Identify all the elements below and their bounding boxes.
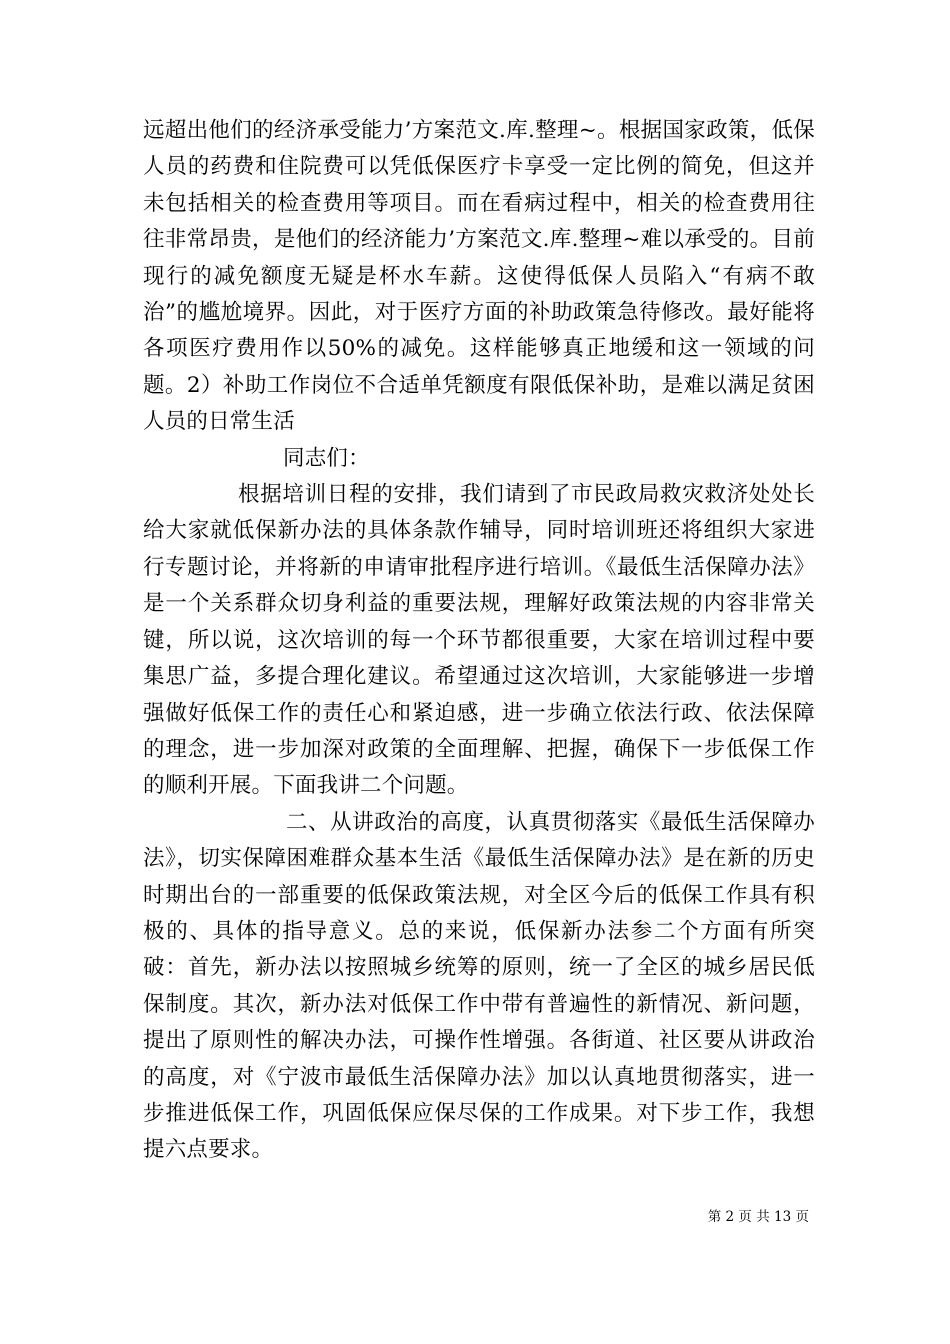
page-number-footer: 第 2 页 共 13 页 bbox=[707, 1209, 809, 1225]
paragraph-intro: 根据培训日程的安排，我们请到了市民政局救灾救济处处长给大家就低保新办法的具体条款作辅导，同时培训班还将组织大家进行专题讨论，并将新的申请审批程序进行培训。《最低生活保障办法》是一个关系群众切身利益的重要法规，理解好政策法规的内容非常关键，所以说，这次培训的每一个环节都很重要，大家在培训过程中要集思广益，多提合理化建议。希望通过这次培训，大家能够进一步增强做好低保工作的责任心和紧迫感，进一步确立依法行政、依法保障的理念，进一步加深对政策的全面理解、把握，确保下一步低保工作的顺利开展。下面我讲二个问题。 bbox=[143, 482, 815, 799]
paragraph-salutation: 同志们： bbox=[283, 445, 370, 471]
paragraph-section-two: 二、从讲政治的高度，认真贯彻落实《最低生活保障办法》，切实保障困难群众基本生活《最低生活保障办法》是在新的历史时期出台的一部重要的低保政策法规，对全区今后的低保工作具有积极的、具体的指导意义。总的来说，低保新办法参二个方面有所突破：首先，新办法以按照城乡统筹的原则，统一了全区的城乡居民低保制度。其次，新办法对低保工作中带有普遍性的新情况、新问题，提出了原则性的解决办法，可操作性增强。各街道、社区要从讲政治的高度，对《宁波市最低生活保障办法》加以认真地贯彻落实，进一步推进低保工作，巩固低保应保尽保的工作成果。对下步工作，我想提六点要求。 bbox=[143, 809, 815, 1163]
page-body bbox=[143, 113, 815, 1169]
paragraph-continuation: 远超出他们的经济承受能力’方案范文.库.整理~。根据国家政策，低保人员的药费和住院费可以凭低保医疗卡享受一定比例的简免，但这并未包括相关的检查费用等项目。而在看病过程中，相关的检查费用往往非常昂贵，是他们的经济能力’方案范文.库.整理~难以承受的。目前现行的减免额度无疑是杯水车薪。这使得低保人员陷入“有病不敢治”的尴尬境界。因此，对于医疗方面的补助政策急待修改。最好能将各项医疗费用作以50%的减免。这样能够真正地缓和这一领域的问题。2）补助工作岗位不合适单凭额度有限低保补助，是难以满足贫困人员的日常生活 bbox=[143, 118, 815, 435]
